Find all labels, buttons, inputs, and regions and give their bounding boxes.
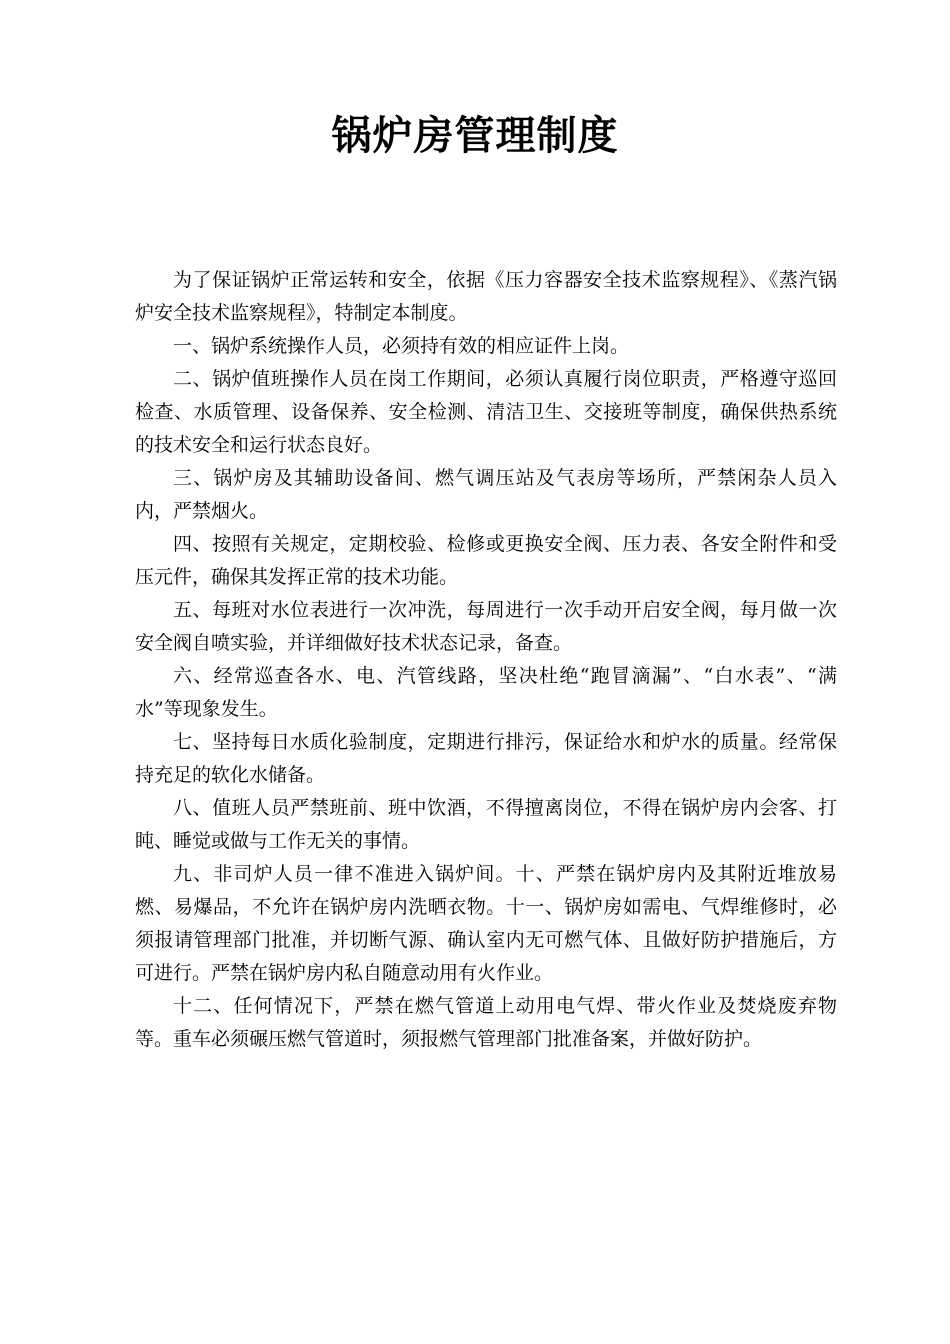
paragraph-rule-7: 七、坚持每日水质化验制度，定期进行排污，保证给水和炉水的质量。经常保持充足的软化水储备。: [135, 731, 837, 786]
paragraph-rule-6: 六、经常巡查各水、电、汽管线路，坚决杜绝“跑冒滴漏”、“白水表”、“满水”等现象发生。: [135, 665, 837, 720]
paragraph-rule-12: 十二、任何情况下，严禁在燃气管道上动用电气焊、带火作业及焚烧废弃物等。重车必须碾压燃气管道时，须报燃气管理部门批准备案，并做好防护。: [135, 995, 837, 1050]
paragraph-rule-1: 一、锅炉系统操作人员，必须持有效的相应证件上岗。: [173, 335, 630, 357]
paragraph-rule-4: 四、按照有关规定，定期校验、检修或更换安全阀、压力表、各安全附件和受压元件，确保其发挥正常的技术功能。: [135, 533, 837, 588]
paragraph-rule-3: 三、锅炉房及其辅助设备间、燃气调压站及气表房等场所，严禁闲杂人员入内，严禁烟火。: [135, 467, 837, 522]
paragraph-intro: 为了保证锅炉正常运转和安全，依据《压力容器安全技术监察规程》、《蒸汽锅炉安全技术监察规程》，特制定本制度。: [135, 269, 837, 324]
document-body: [135, 264, 837, 1056]
paragraph-rule-8: 八、值班人员严禁班前、班中饮酒，不得擅离岗位，不得在锅炉房内会客、打盹、睡觉或做与工作无关的事情。: [135, 797, 837, 852]
document-title: 锅炉房管理制度: [331, 112, 619, 159]
paragraph-rule-5: 五、每班对水位表进行一次冲洗，每周进行一次手动开启安全阀，每月做一次安全阀自喷实验，并详细做好技术状态记录，备查。: [135, 599, 837, 654]
paragraph-rule-9-11: 九、非司炉人员一律不准进入锅炉间。十、严禁在锅炉房内及其附近堆放易燃、易爆品，不允许在锅炉房内洗晒衣物。十一、锅炉房如需电、气焊维修时，必须报请管理部门批准，并切断气源、确认室内无可燃气体、且做好防护措施后，方可进行。严禁在锅炉房内私自随意动用有火作业。: [135, 863, 837, 984]
paragraph-rule-2: 二、锅炉值班操作人员在岗工作期间，必须认真履行岗位职责，严格遵守巡回检查、水质管理、设备保养、安全检测、清洁卫生、交接班等制度，确保供热系统的技术安全和运行状态良好。: [135, 368, 837, 456]
